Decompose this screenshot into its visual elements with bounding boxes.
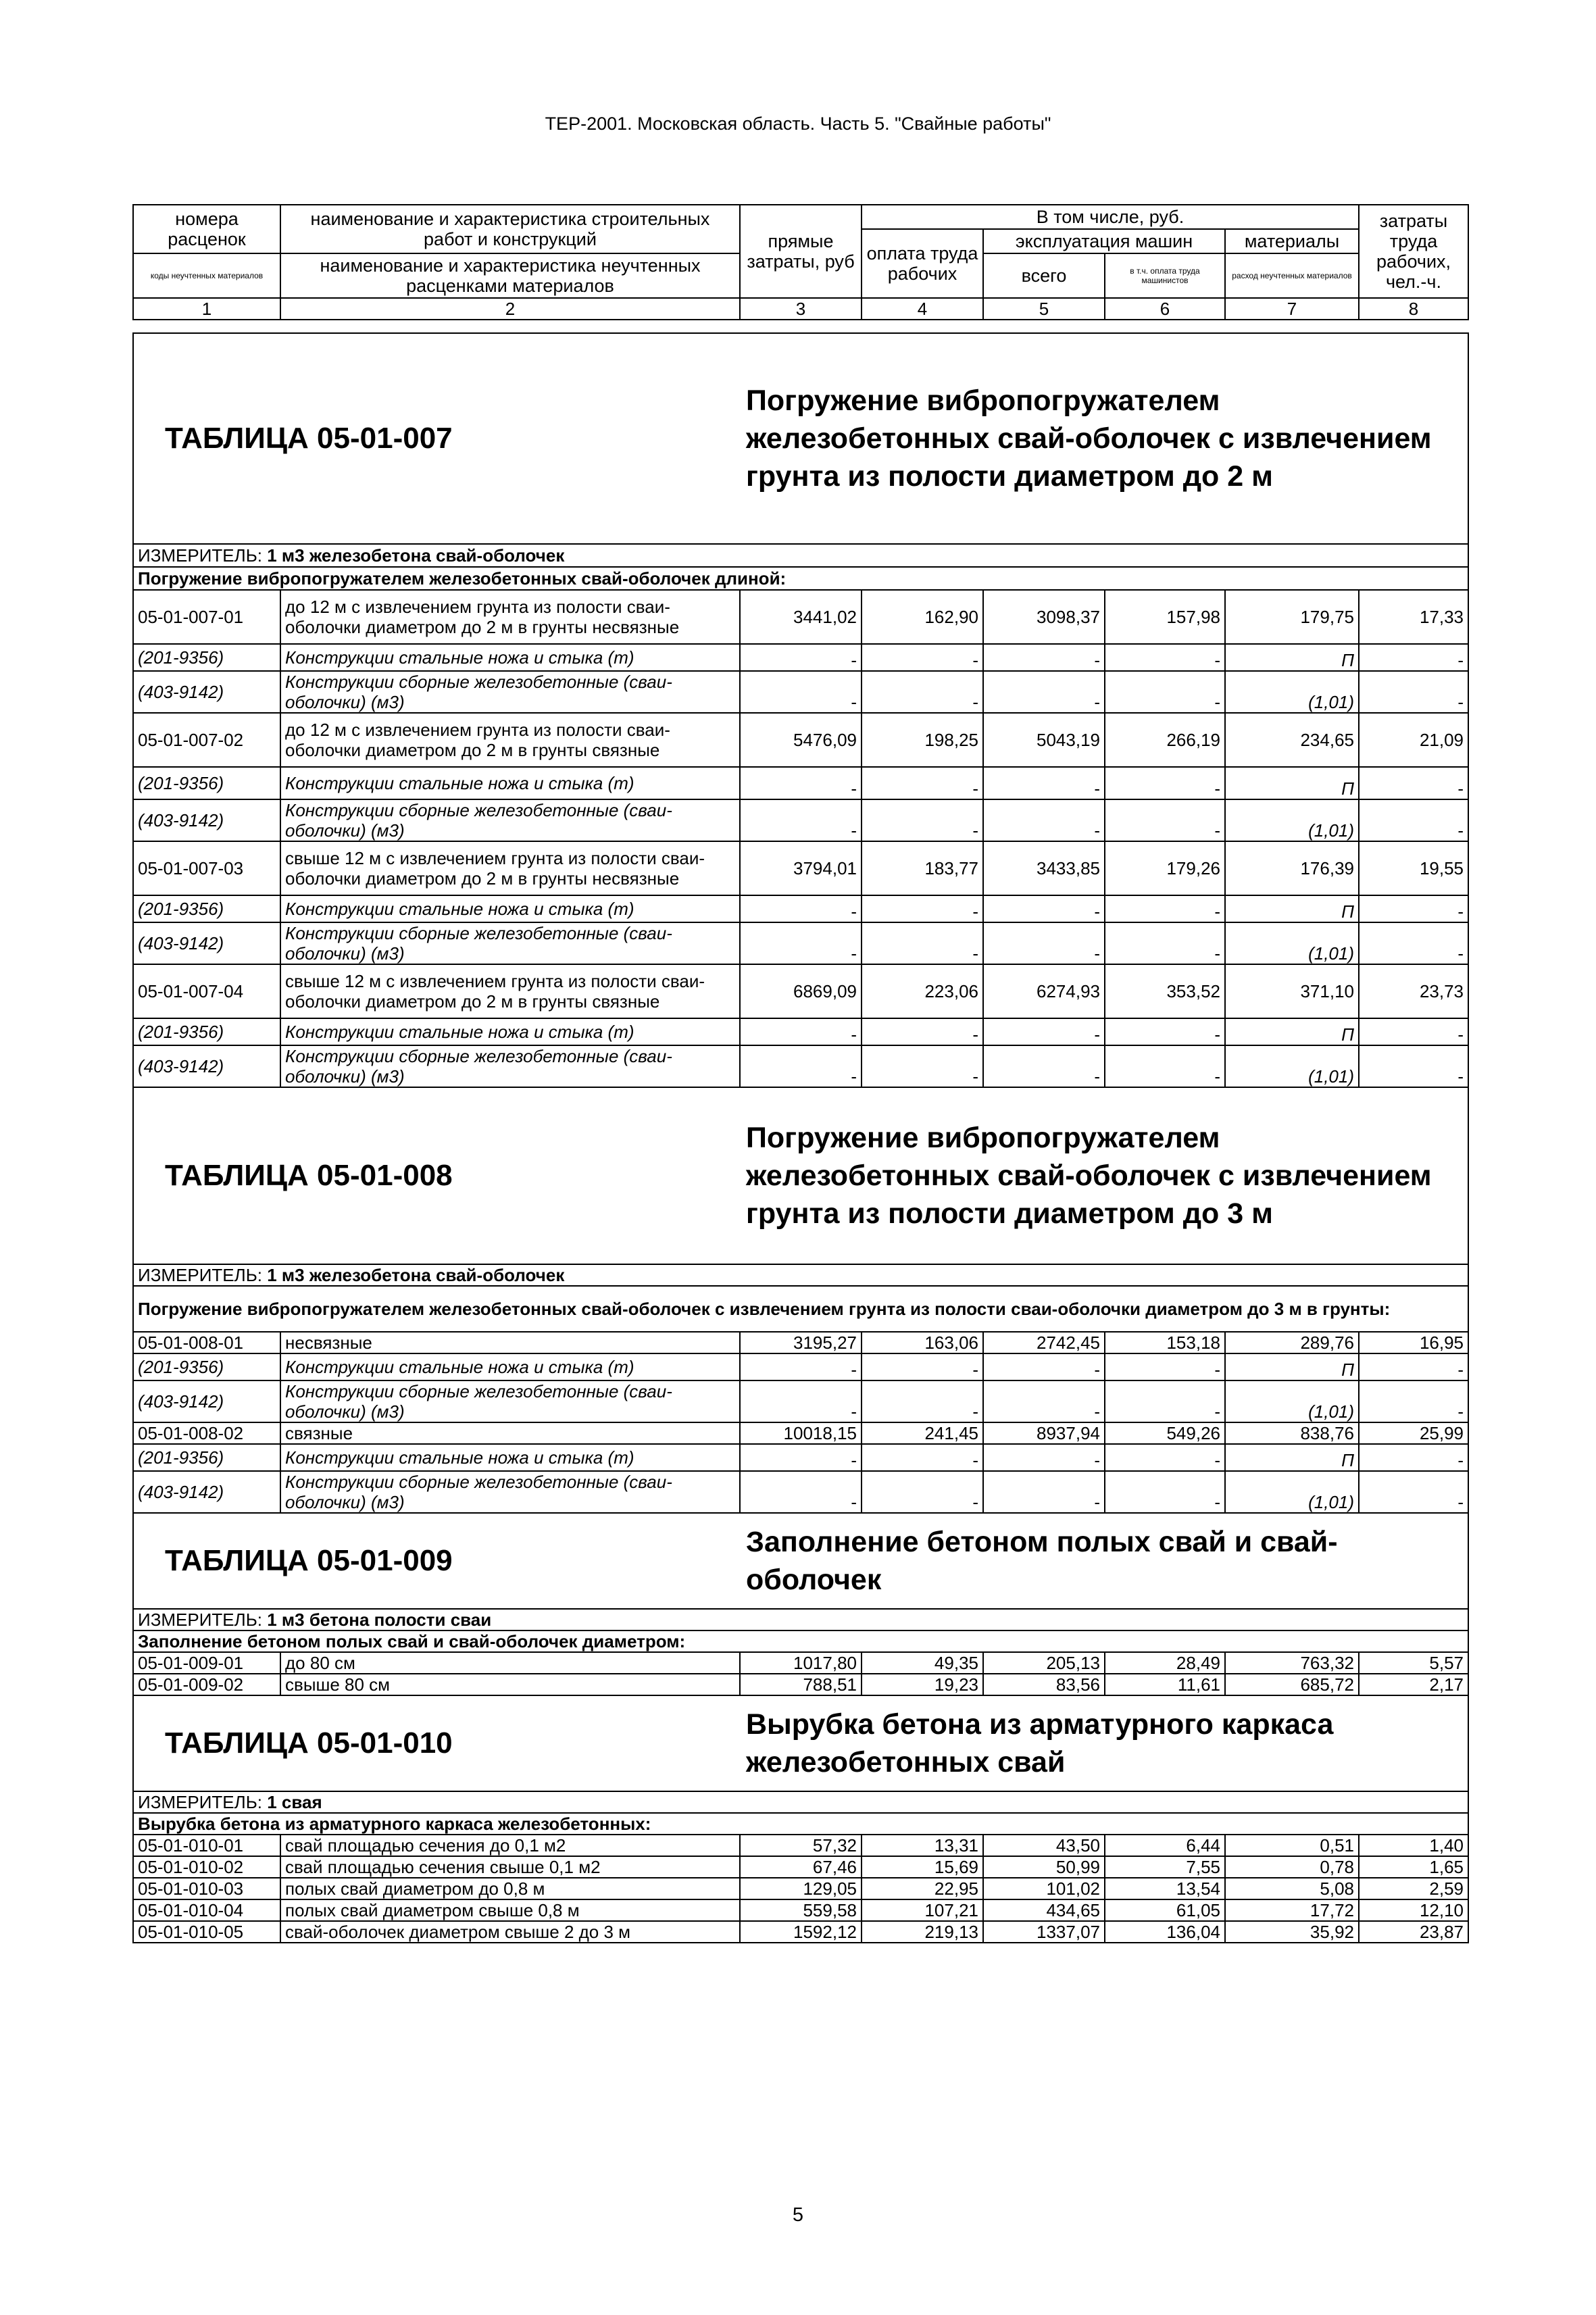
- rate-name: полых свай диаметром свыше 0,8 м: [280, 1899, 740, 1921]
- wages-cell: -: [862, 1045, 983, 1087]
- measure-unit: [133, 1264, 1468, 1286]
- material-name: Конструкции стальные ножа и стыка (т): [280, 767, 740, 799]
- labor-hours-cell: -: [1359, 671, 1468, 713]
- measure-label: ИЗМЕРИТЕЛЬ:: [138, 545, 268, 566]
- rate-code: 05-01-007-04: [133, 964, 280, 1018]
- material-code: (403-9142): [133, 671, 280, 713]
- wages-cell: 107,21: [862, 1899, 983, 1921]
- page-number: 5: [792, 2204, 804, 2226]
- direct-costs-cell: 1017,80: [740, 1652, 862, 1674]
- col-material-codes-header: коды неучтенных материалов: [133, 253, 280, 298]
- table-name: ТАБЛИЦА 05-01-010: [165, 1726, 453, 1760]
- machines-total-cell: -: [983, 1045, 1105, 1087]
- wages-cell: -: [862, 1380, 983, 1422]
- materials-cell: 176,39: [1225, 841, 1359, 895]
- materials-cell: П: [1225, 644, 1359, 671]
- machinist-wages-cell: -: [1105, 895, 1225, 922]
- machinist-wages-cell: -: [1105, 1018, 1225, 1045]
- group-subheader: Погружение вибропогружателем железобетонных свай-оболочек с извлечением грунта из полости сваи-оболочки диаметром до 3 м в грунты:: [133, 1286, 1468, 1332]
- group-subheader: Заполнение бетоном полых свай и свай-оболочек диаметром:: [133, 1631, 1468, 1652]
- labor-hours-cell: 1,65: [1359, 1856, 1468, 1878]
- labor-hours-cell: 1,40: [1359, 1835, 1468, 1856]
- labor-hours-cell: -: [1359, 644, 1468, 671]
- col-number: 2: [280, 298, 740, 320]
- table-description: Погружение вибропогружателем железобетонных свай-оболочек с извлечением грунта из полости диаметром до 3 м: [746, 1122, 1432, 1230]
- machinist-wages-cell: 28,49: [1105, 1652, 1225, 1674]
- direct-costs-cell: 3195,27: [740, 1332, 862, 1353]
- measure-row: [133, 1791, 1468, 1813]
- col-name-header: наименование и характеристика строительных работ и конструкций: [280, 205, 740, 253]
- machines-total-cell: -: [983, 671, 1105, 713]
- col-machines-header: эксплуатация машин: [983, 229, 1225, 253]
- material-name: Конструкции сборные железобетонные (сваи-оболочки) (м3): [280, 1380, 740, 1422]
- rate-name: свай площадью сечения свыше 0,1 м2: [280, 1856, 740, 1878]
- measure-label: ИЗМЕРИТЕЛЬ:: [138, 1792, 268, 1812]
- wages-cell: -: [862, 922, 983, 964]
- machinist-wages-cell: -: [1105, 644, 1225, 671]
- subheader-row: [133, 1286, 1468, 1332]
- rate-row: [133, 1674, 1468, 1695]
- rate-row: [133, 1878, 1468, 1899]
- machines-total-cell: -: [983, 1018, 1105, 1045]
- machines-total-cell: -: [983, 1380, 1105, 1422]
- wages-cell: -: [862, 1353, 983, 1380]
- materials-cell: 179,75: [1225, 590, 1359, 644]
- machinist-wages-cell: -: [1105, 922, 1225, 964]
- machinist-wages-cell: 179,26: [1105, 841, 1225, 895]
- machinist-wages-cell: -: [1105, 1471, 1225, 1513]
- material-row: [133, 1045, 1468, 1087]
- machines-total-cell: -: [983, 895, 1105, 922]
- machines-total-cell: 205,13: [983, 1652, 1105, 1674]
- col-machinist-wages-header: в т.ч. оплата труда машинистов: [1105, 253, 1225, 298]
- measure-value: 1 м3 бетона полости сваи: [267, 1610, 492, 1630]
- direct-costs-cell: 57,32: [740, 1835, 862, 1856]
- material-code: (201-9356): [133, 1353, 280, 1380]
- material-name: Конструкции стальные ножа и стыка (т): [280, 895, 740, 922]
- wages-cell: 19,23: [862, 1674, 983, 1695]
- direct-costs-cell: 3441,02: [740, 590, 862, 644]
- machines-total-cell: -: [983, 922, 1105, 964]
- labor-hours-cell: 17,33: [1359, 590, 1468, 644]
- direct-costs-cell: -: [740, 1380, 862, 1422]
- material-row: [133, 1444, 1468, 1471]
- machines-total-cell: -: [983, 644, 1105, 671]
- rate-name: свыше 12 м с извлечением грунта из полости сваи-оболочки диаметром до 2 м в грунты несвязные: [280, 841, 740, 895]
- materials-cell: 371,10: [1225, 964, 1359, 1018]
- material-row: [133, 799, 1468, 841]
- rate-name: свай площадью сечения до 0,1 м2: [280, 1835, 740, 1856]
- table-title: [138, 334, 1464, 543]
- machines-total-cell: -: [983, 1471, 1105, 1513]
- rate-row: [133, 841, 1468, 895]
- materials-cell: П: [1225, 767, 1359, 799]
- rate-code: 05-01-008-01: [133, 1332, 280, 1353]
- machinist-wages-cell: 136,04: [1105, 1921, 1225, 1943]
- material-code: (403-9142): [133, 1045, 280, 1087]
- table-title: [138, 1514, 1464, 1608]
- rate-row: [133, 590, 1468, 644]
- rate-code: 05-01-009-01: [133, 1652, 280, 1674]
- material-code: (201-9356): [133, 895, 280, 922]
- materials-cell: 289,76: [1225, 1332, 1359, 1353]
- machines-total-cell: 8937,94: [983, 1422, 1105, 1444]
- materials-cell: 5,08: [1225, 1878, 1359, 1899]
- machines-total-cell: -: [983, 1444, 1105, 1471]
- machines-total-cell: -: [983, 799, 1105, 841]
- wages-cell: 219,13: [862, 1921, 983, 1943]
- labor-hours-cell: 19,55: [1359, 841, 1468, 895]
- material-row: [133, 922, 1468, 964]
- wages-cell: 183,77: [862, 841, 983, 895]
- labor-hours-cell: -: [1359, 1045, 1468, 1087]
- wages-cell: 162,90: [862, 590, 983, 644]
- group-subheader: Вырубка бетона из арматурного каркаса железобетонных:: [133, 1813, 1468, 1835]
- material-name: Конструкции стальные ножа и стыка (т): [280, 1353, 740, 1380]
- rate-name: связные: [280, 1422, 740, 1444]
- page-header: ТЕР-2001. Московская область. Часть 5. "Свайные работы": [545, 114, 1051, 134]
- labor-hours-cell: -: [1359, 1353, 1468, 1380]
- machines-total-cell: 3098,37: [983, 590, 1105, 644]
- machinist-wages-cell: 549,26: [1105, 1422, 1225, 1444]
- materials-cell: 234,65: [1225, 713, 1359, 767]
- machines-total-cell: -: [983, 767, 1105, 799]
- table-description: Заполнение бетоном полых свай и свай-оболочек: [746, 1526, 1338, 1596]
- machinist-wages-cell: -: [1105, 1353, 1225, 1380]
- machines-total-cell: 434,65: [983, 1899, 1105, 1921]
- machines-total-cell: 1337,07: [983, 1921, 1105, 1943]
- material-name: Конструкции сборные железобетонные (сваи-оболочки) (м3): [280, 799, 740, 841]
- rate-name: до 80 см: [280, 1652, 740, 1674]
- col-material-names-header: наименование и характеристика неучтенных расценками материалов: [280, 253, 740, 298]
- measure-row: [133, 1264, 1468, 1286]
- direct-costs-cell: 6869,09: [740, 964, 862, 1018]
- materials-cell: (1,01): [1225, 1380, 1359, 1422]
- col-direct-costs-header: прямые затраты, руб: [740, 205, 862, 298]
- direct-costs-cell: -: [740, 1018, 862, 1045]
- labor-hours-cell: 23,87: [1359, 1921, 1468, 1943]
- material-row: [133, 767, 1468, 799]
- rate-row: [133, 1652, 1468, 1674]
- table-title: [138, 1696, 1464, 1791]
- table-title-row: [133, 1087, 1468, 1264]
- direct-costs-cell: 5476,09: [740, 713, 862, 767]
- material-name: Конструкции сборные железобетонные (сваи-оболочки) (м3): [280, 1471, 740, 1513]
- labor-hours-cell: 16,95: [1359, 1332, 1468, 1353]
- wages-cell: 223,06: [862, 964, 983, 1018]
- machines-total-cell: 83,56: [983, 1674, 1105, 1695]
- machinist-wages-cell: -: [1105, 767, 1225, 799]
- subheader-row: [133, 567, 1468, 590]
- measure-value: 1 м3 железобетона свай-оболочек: [267, 1265, 565, 1285]
- material-code: (403-9142): [133, 799, 280, 841]
- materials-cell: (1,01): [1225, 799, 1359, 841]
- rate-code: 05-01-007-01: [133, 590, 280, 644]
- measure-row: [133, 1609, 1468, 1631]
- material-code: (201-9356): [133, 1018, 280, 1045]
- machines-total-cell: 6274,93: [983, 964, 1105, 1018]
- rate-row: [133, 1835, 1468, 1856]
- material-row: [133, 895, 1468, 922]
- direct-costs-cell: -: [740, 644, 862, 671]
- wages-cell: 163,06: [862, 1332, 983, 1353]
- col-number: 5: [983, 298, 1105, 320]
- machinist-wages-cell: 157,98: [1105, 590, 1225, 644]
- wages-cell: -: [862, 799, 983, 841]
- material-row: [133, 1018, 1468, 1045]
- material-code: (403-9142): [133, 922, 280, 964]
- materials-cell: 763,32: [1225, 1652, 1359, 1674]
- direct-costs-cell: 129,05: [740, 1878, 862, 1899]
- wages-cell: -: [862, 644, 983, 671]
- machinist-wages-cell: 266,19: [1105, 713, 1225, 767]
- rate-row: [133, 1422, 1468, 1444]
- material-row: [133, 1380, 1468, 1422]
- measure-label: ИЗМЕРИТЕЛЬ:: [138, 1610, 268, 1630]
- wages-cell: -: [862, 1018, 983, 1045]
- rate-code: 05-01-009-02: [133, 1674, 280, 1695]
- rate-name: свыше 80 см: [280, 1674, 740, 1695]
- col-labor-hours-header: затраты труда рабочих, чел.-ч.: [1359, 205, 1468, 298]
- table-title-cell: [133, 333, 1468, 544]
- rates-table: [132, 332, 1469, 1943]
- machinist-wages-cell: 61,05: [1105, 1899, 1225, 1921]
- rate-name: полых свай диаметром до 0,8 м: [280, 1878, 740, 1899]
- table-title-cell: [133, 1087, 1468, 1264]
- rate-code: 05-01-007-03: [133, 841, 280, 895]
- material-name: Конструкции стальные ножа и стыка (т): [280, 1444, 740, 1471]
- table-title-cell: [133, 1513, 1468, 1609]
- machinist-wages-cell: 6,44: [1105, 1835, 1225, 1856]
- table-name: ТАБЛИЦА 05-01-009: [165, 1544, 453, 1577]
- labor-hours-cell: -: [1359, 895, 1468, 922]
- wages-cell: 22,95: [862, 1878, 983, 1899]
- table-title-row: [133, 1695, 1468, 1791]
- materials-cell: П: [1225, 895, 1359, 922]
- rate-code: 05-01-010-04: [133, 1899, 280, 1921]
- rate-code: 05-01-010-02: [133, 1856, 280, 1878]
- measure-unit: [133, 1609, 1468, 1631]
- measure-row: [133, 544, 1468, 567]
- subheader-row: [133, 1631, 1468, 1652]
- direct-costs-cell: -: [740, 895, 862, 922]
- wages-cell: -: [862, 1471, 983, 1513]
- subheader-row: [133, 1813, 1468, 1835]
- machinist-wages-cell: 353,52: [1105, 964, 1225, 1018]
- materials-cell: П: [1225, 1444, 1359, 1471]
- direct-costs-cell: 1592,12: [740, 1921, 862, 1943]
- direct-costs-cell: -: [740, 1471, 862, 1513]
- wages-cell: -: [862, 671, 983, 713]
- labor-hours-cell: 2,17: [1359, 1674, 1468, 1695]
- rate-name: свай-оболочек диаметром свыше 2 до 3 м: [280, 1921, 740, 1943]
- material-code: (201-9356): [133, 767, 280, 799]
- direct-costs-cell: 788,51: [740, 1674, 862, 1695]
- rate-name: несвязные: [280, 1332, 740, 1353]
- labor-hours-cell: 25,99: [1359, 1422, 1468, 1444]
- machinist-wages-cell: 153,18: [1105, 1332, 1225, 1353]
- measure-value: 1 м3 железобетона свай-оболочек: [267, 545, 565, 566]
- group-subheader: Погружение вибропогружателем железобетонных свай-оболочек длиной:: [133, 567, 1468, 590]
- labor-hours-cell: 5,57: [1359, 1652, 1468, 1674]
- labor-hours-cell: -: [1359, 767, 1468, 799]
- machinist-wages-cell: 13,54: [1105, 1878, 1225, 1899]
- material-code: (403-9142): [133, 1471, 280, 1513]
- materials-cell: (1,01): [1225, 1471, 1359, 1513]
- material-name: Конструкции стальные ножа и стыка (т): [280, 644, 740, 671]
- wages-cell: -: [862, 895, 983, 922]
- col-code-header: номера расценок: [133, 205, 280, 253]
- direct-costs-cell: -: [740, 671, 862, 713]
- labor-hours-cell: -: [1359, 1471, 1468, 1513]
- rate-code: 05-01-010-03: [133, 1878, 280, 1899]
- direct-costs-cell: 10018,15: [740, 1422, 862, 1444]
- wages-cell: 13,31: [862, 1835, 983, 1856]
- rate-name: до 12 м с извлечением грунта из полости сваи-оболочки диаметром до 2 м в грунты несвязные: [280, 590, 740, 644]
- material-row: [133, 644, 1468, 671]
- materials-cell: (1,01): [1225, 922, 1359, 964]
- direct-costs-cell: -: [740, 767, 862, 799]
- col-number: 4: [862, 298, 983, 320]
- measure-unit: [133, 544, 1468, 567]
- col-wages-header: оплата труда рабочих: [862, 229, 983, 298]
- rate-code: 05-01-010-05: [133, 1921, 280, 1943]
- machines-total-cell: 50,99: [983, 1856, 1105, 1878]
- labor-hours-cell: 12,10: [1359, 1899, 1468, 1921]
- material-row: [133, 671, 1468, 713]
- machinist-wages-cell: -: [1105, 799, 1225, 841]
- direct-costs-cell: 67,46: [740, 1856, 862, 1878]
- wages-cell: 241,45: [862, 1422, 983, 1444]
- col-number: 3: [740, 298, 862, 320]
- materials-cell: 35,92: [1225, 1921, 1359, 1943]
- table-name: ТАБЛИЦА 05-01-007: [165, 422, 453, 455]
- rate-row: [133, 964, 1468, 1018]
- direct-costs-cell: 559,58: [740, 1899, 862, 1921]
- col-number: 8: [1359, 298, 1468, 320]
- labor-hours-cell: 21,09: [1359, 713, 1468, 767]
- wages-cell: -: [862, 1444, 983, 1471]
- materials-cell: П: [1225, 1018, 1359, 1045]
- materials-cell: 0,78: [1225, 1856, 1359, 1878]
- material-name: Конструкции сборные железобетонные (сваи-оболочки) (м3): [280, 671, 740, 713]
- machines-total-cell: 5043,19: [983, 713, 1105, 767]
- measure-label: ИЗМЕРИТЕЛЬ:: [138, 1265, 268, 1285]
- col-number: 6: [1105, 298, 1225, 320]
- wages-cell: -: [862, 767, 983, 799]
- direct-costs-cell: -: [740, 922, 862, 964]
- rate-row: [133, 1332, 1468, 1353]
- labor-hours-cell: 23,73: [1359, 964, 1468, 1018]
- col-number: 1: [133, 298, 280, 320]
- direct-costs-cell: -: [740, 1045, 862, 1087]
- rate-name: свыше 12 м с извлечением грунта из полости сваи-оболочки диаметром до 2 м в грунты связные: [280, 964, 740, 1018]
- col-material-usage-header: расход неучтенных материалов: [1225, 253, 1359, 298]
- wages-cell: 15,69: [862, 1856, 983, 1878]
- rate-row: [133, 1921, 1468, 1943]
- materials-cell: 0,51: [1225, 1835, 1359, 1856]
- table-name: ТАБЛИЦА 05-01-008: [165, 1159, 453, 1192]
- material-name: Конструкции сборные железобетонные (сваи-оболочки) (м3): [280, 1045, 740, 1087]
- rate-name: до 12 м с извлечением грунта из полости сваи-оболочки диаметром до 2 м в грунты связные: [280, 713, 740, 767]
- labor-hours-cell: -: [1359, 799, 1468, 841]
- machinist-wages-cell: 11,61: [1105, 1674, 1225, 1695]
- material-row: [133, 1471, 1468, 1513]
- rate-row: [133, 713, 1468, 767]
- labor-hours-cell: -: [1359, 922, 1468, 964]
- machines-total-cell: 101,02: [983, 1878, 1105, 1899]
- col-machines-total-header: всего: [983, 253, 1105, 298]
- materials-cell: (1,01): [1225, 671, 1359, 713]
- materials-cell: 17,72: [1225, 1899, 1359, 1921]
- table-description: Вырубка бетона из арматурного каркаса железобетонных свай: [746, 1708, 1334, 1778]
- wages-cell: 198,25: [862, 713, 983, 767]
- machinist-wages-cell: -: [1105, 1380, 1225, 1422]
- materials-cell: (1,01): [1225, 1045, 1359, 1087]
- labor-hours-cell: -: [1359, 1380, 1468, 1422]
- material-row: [133, 1353, 1468, 1380]
- rate-row: [133, 1899, 1468, 1921]
- labor-hours-cell: -: [1359, 1444, 1468, 1471]
- direct-costs-cell: -: [740, 1353, 862, 1380]
- machinist-wages-cell: -: [1105, 671, 1225, 713]
- material-name: Конструкции сборные железобетонные (сваи-оболочки) (м3): [280, 922, 740, 964]
- material-name: Конструкции стальные ножа и стыка (т): [280, 1018, 740, 1045]
- materials-cell: 838,76: [1225, 1422, 1359, 1444]
- measure-unit: [133, 1791, 1468, 1813]
- machines-total-cell: -: [983, 1353, 1105, 1380]
- machinist-wages-cell: 7,55: [1105, 1856, 1225, 1878]
- direct-costs-cell: -: [740, 1444, 862, 1471]
- machinist-wages-cell: -: [1105, 1444, 1225, 1471]
- direct-costs-cell: -: [740, 799, 862, 841]
- measure-value: 1 свая: [267, 1792, 322, 1812]
- table-title-cell: [133, 1695, 1468, 1791]
- rate-code: 05-01-007-02: [133, 713, 280, 767]
- rate-code: 05-01-008-02: [133, 1422, 280, 1444]
- labor-hours-cell: -: [1359, 1018, 1468, 1045]
- rate-row: [133, 1856, 1468, 1878]
- material-code: (201-9356): [133, 1444, 280, 1471]
- materials-cell: П: [1225, 1353, 1359, 1380]
- rate-code: 05-01-010-01: [133, 1835, 280, 1856]
- table-title: [138, 1088, 1464, 1264]
- machines-total-cell: 3433,85: [983, 841, 1105, 895]
- material-code: (403-9142): [133, 1380, 280, 1422]
- materials-cell: 685,72: [1225, 1674, 1359, 1695]
- machines-total-cell: 43,50: [983, 1835, 1105, 1856]
- col-including-header: В том числе, руб.: [862, 205, 1359, 229]
- material-code: (201-9356): [133, 644, 280, 671]
- direct-costs-cell: 3794,01: [740, 841, 862, 895]
- machinist-wages-cell: -: [1105, 1045, 1225, 1087]
- table-title-row: [133, 333, 1468, 544]
- table-description: Погружение вибропогружателем железобетонных свай-оболочек с извлечением грунта из полости диаметром до 2 м: [746, 384, 1432, 493]
- column-header-table: [132, 204, 1469, 320]
- table-title-row: [133, 1513, 1468, 1609]
- labor-hours-cell: 2,59: [1359, 1878, 1468, 1899]
- wages-cell: 49,35: [862, 1652, 983, 1674]
- col-number: 7: [1225, 298, 1359, 320]
- machines-total-cell: 2742,45: [983, 1332, 1105, 1353]
- col-materials-header: материалы: [1225, 229, 1359, 253]
